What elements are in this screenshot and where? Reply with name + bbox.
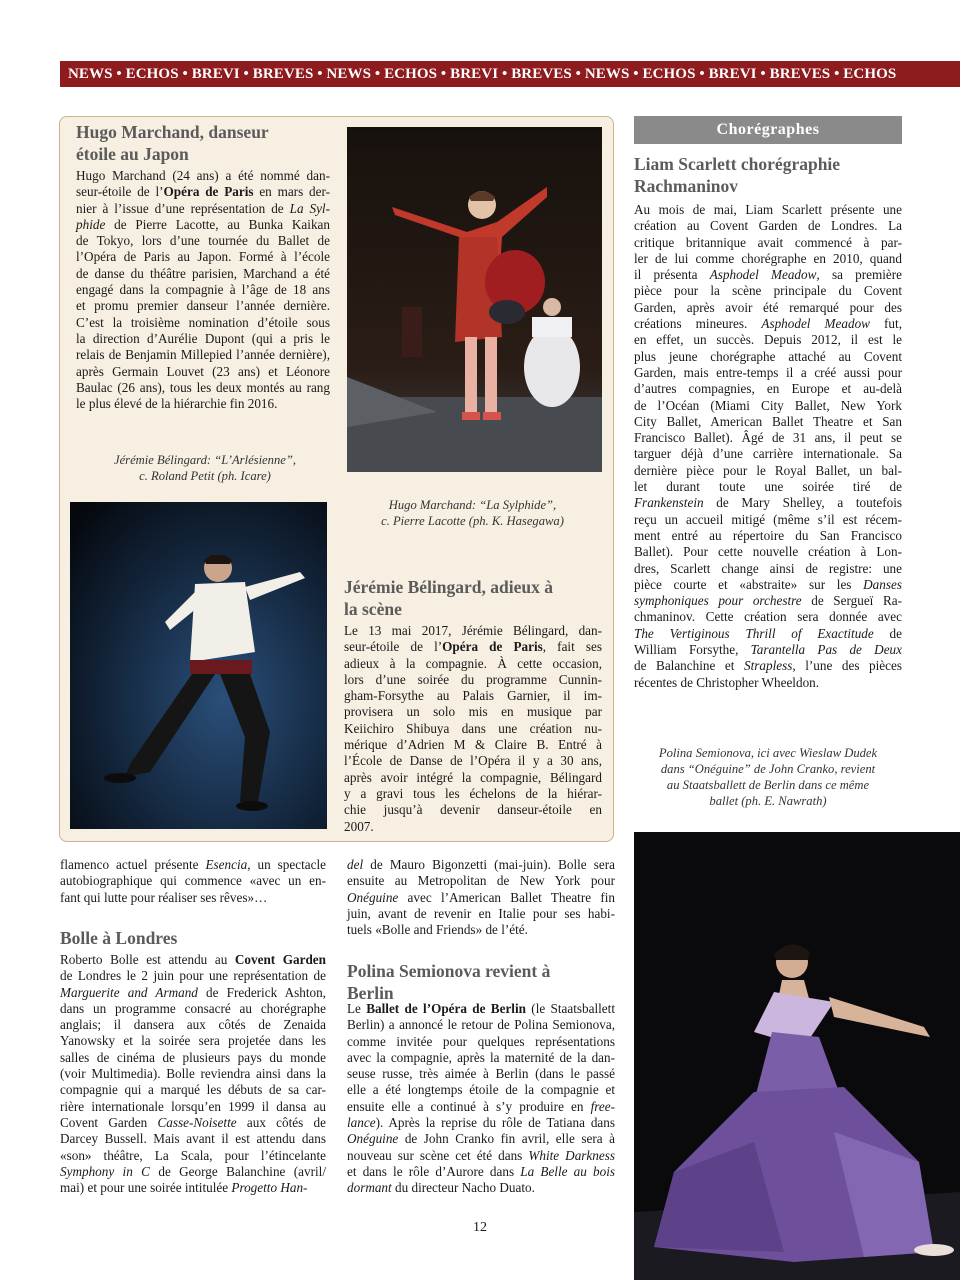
jeremie-caption-line-2: c. Roland Petit (ph. Icare)	[139, 469, 271, 483]
text-line: Ballet). Pour cette nouvelle création à Lon-	[634, 544, 902, 560]
text-line: création au Covent Garden de Londres. La	[634, 218, 902, 234]
text-line: Berlin) a annoncé le retour de Polina Semionova,	[347, 1017, 615, 1033]
polina-caption-line-2: dans “Onéguine” de John Cranko, revient	[660, 762, 876, 776]
text-line: Garden, après avoir été remarqué pour des	[634, 299, 902, 315]
text-line: ensuite elle a continué à s’y produire en free-	[347, 1098, 615, 1114]
jeremie-article-title	[344, 576, 604, 620]
liam-scarlett-article-title	[634, 153, 902, 197]
text-line: Keiichiro Shibuya dans une création nu-	[344, 720, 602, 736]
text-line: seur-étoile de l’Opéra de Paris, fait ses	[344, 639, 602, 655]
text-line: targuer déjà d’une carrière internationale. Sa	[634, 446, 902, 462]
polina-title-line-1: Polina Semionova revient à	[347, 961, 551, 981]
liam-scarlett-article-body	[634, 202, 902, 691]
bolle-continuation-text	[347, 857, 615, 938]
text-line: chmaninov. Cette création sera donnée avec	[634, 609, 902, 625]
text-line: dormant du directeur Nacho Duato.	[347, 1180, 535, 1196]
polina-caption-line-1: Polina Semionova, ici avec Wieslaw Dudek	[658, 746, 878, 760]
text-line: gham-Forsythe au Palais Garnier, il im-	[344, 688, 602, 704]
hugo-caption-line-2: c. Pierre Lacotte (ph. K. Hasegawa)	[381, 514, 564, 528]
text-line: rière internationale lorsqu’en 1999 il dansa au	[60, 1098, 326, 1114]
text-line: compagnie qui a marqué les débuts de sa car-	[60, 1082, 326, 1098]
text-line: lors d’une soirée du programme Cunnin-	[344, 671, 602, 687]
jeremie-title-line-1: Jérémie Bélingard, adieux à	[344, 577, 554, 597]
text-line: adieux à la compagnie. À cette occasion,	[344, 655, 602, 671]
text-line: mérique d’Adrien M & Claire B. Entré à	[344, 737, 602, 753]
hugo-article-title	[76, 121, 336, 165]
text-line: avec la compagnie, après la maternité de la dan-	[347, 1049, 615, 1065]
polina-caption-line-3: au Staatsballett de Berlin dans ce même	[666, 778, 870, 792]
text-line: de l’Océan (Miami City Ballet, New York	[634, 397, 902, 413]
text-line: juin, avant de revenir en Italie pour ses habi-	[347, 905, 615, 921]
text-line: fant qui lutte pour réaliser ses rêves»…	[60, 889, 268, 905]
text-line: et promu premier danseur l’année dernière.	[76, 298, 330, 314]
text-line: salles de cinéma de plusieurs pays du monde	[60, 1049, 326, 1065]
text-line: William Forsythe, Tarantella Pas de Deux	[634, 642, 902, 658]
polina-article-body	[347, 1001, 615, 1197]
text-line: de danse du théâtre parisien, Marchand a été	[76, 265, 330, 281]
text-line: The Vertiginous Thrill of Exactitude de	[634, 625, 902, 641]
text-line: récentes de Christopher Wheeldon.	[634, 674, 820, 690]
text-line: mai) et pour une soirée intitulée Progetto Han-	[60, 1180, 308, 1196]
text-line: chie jusqu’à devenir danseur-étoile en	[344, 802, 602, 818]
text-line: ler de lui comme chorégraphe en 2010, quand	[634, 250, 902, 266]
polina-photo-caption	[634, 745, 902, 809]
jeremie-photo-caption	[80, 452, 330, 484]
text-line: après avoir intégré la compagnie, Bélingard	[344, 769, 602, 785]
text-line: la direction d’Aurélie Dupont (qui a pris le	[76, 330, 330, 346]
text-line: nier à l’issue d’une représentation de La Syl-	[76, 200, 330, 216]
text-line: plus jeune chorégraphe attaché au Covent	[634, 348, 902, 364]
text-line: seuse russe, très aimée à Berlin (dans le passé	[347, 1066, 615, 1082]
text-line: Hugo Marchand (24 ans) a été nommé dan-	[76, 168, 330, 183]
text-line: Francisco Ballet). Âgé de 31 ans, il peut se	[634, 430, 902, 446]
text-line: créations mineures. Asphodel Meadow fut,	[634, 316, 902, 332]
jeremie-caption-line-1: Jérémie Bélingard: “L’Arlésienne”,	[114, 453, 296, 467]
text-line: le plus élevé de la hiérarchie fin 2016.	[76, 396, 278, 412]
text-line: engagé dans la compagnie à l’âge de 18 ans	[76, 282, 330, 298]
text-line: (voir Multimedia). Bolle reviendra ainsi dans la	[60, 1066, 326, 1082]
text-line: dans un programme consacré au chorégraphe	[60, 1000, 326, 1016]
text-line: de Londres le 2 juin pour une représentation de	[60, 968, 326, 984]
bolle-article-body	[60, 952, 326, 1196]
hugo-marchand-photo	[347, 127, 602, 472]
text-line: Garden, mais entre-temps il a créé aussi pour	[634, 364, 902, 380]
text-line: flamenco actuel présente Esencia, un spectacle	[60, 857, 326, 872]
text-line: Frankenstein de Mary Shelley, a toutefois	[634, 495, 902, 511]
text-line: Au mois de mai, Liam Scarlett présente une	[634, 202, 902, 217]
jeremie-belingard-photo	[70, 502, 327, 829]
liam-title-line-2: Rachmaninov	[634, 176, 739, 196]
text-line: autobiographique qui commence «avec un en-	[60, 873, 326, 889]
text-line: Marguerite and Armand de Frederick Ashton,	[60, 984, 326, 1000]
polina-caption-line-4: ballet (ph. E. Nawrath)	[709, 794, 827, 808]
text-line: pièce pour la scène principale du Covent	[634, 283, 902, 299]
text-line: «son» théâtre, La Scala, pour l’étincelante	[60, 1147, 326, 1163]
section-banner: NEWS • ECHOS • BREVI • BREVES • NEWS • ECHOS • BREVI • BREVES • NEWS • ECHOS • BREVI • BREVES • ECHOS	[60, 61, 960, 87]
text-line: let durant toute une soirée tiré de	[634, 479, 902, 495]
text-line: Yanowsky et la soirée sera projetée dans les	[60, 1033, 326, 1049]
choregraphes-section-bar: Chorégraphes	[634, 116, 902, 144]
text-line: Le 13 mai 2017, Jérémie Bélingard, dan-	[344, 623, 602, 638]
hugo-title-line-1: Hugo Marchand, danseur	[76, 122, 269, 142]
text-line: Le Ballet de l’Opéra de Berlin (le Staatsballett	[347, 1001, 615, 1016]
text-line: de Balanchine et Strapless, l’une des pièces	[634, 658, 902, 674]
text-line: C’est la troisième nomination d’étoile sous	[76, 314, 330, 330]
text-line: Roberto Bolle est attendu au Covent Garden	[60, 952, 326, 967]
text-line: Baulac (26 ans), tous les deux montés au rang	[76, 379, 330, 395]
text-line: Onéguine de John Cranko fin avril, elle sera à	[347, 1131, 615, 1147]
text-line: après Germain Louvet (23 ans) et Léonore	[76, 363, 330, 379]
text-line: phide de Pierre Lacotte, au Bunka Kaikan	[76, 216, 330, 232]
polina-title-line-2: Berlin	[347, 983, 394, 1003]
text-line: dres, Scarlett change ainsi de registre: une	[634, 560, 902, 576]
text-line: de Tokyo, lors d’une tournée du Ballet de	[76, 233, 330, 249]
jeremie-title-line-2: la scène	[344, 599, 402, 619]
hugo-caption-line-1: Hugo Marchand: “La Sylphide”,	[388, 498, 557, 512]
text-line: pièce courte et «abstraite» sur les Danses	[634, 576, 902, 592]
text-line: et dans le rôle d’Aurore dans La Belle au bois	[347, 1163, 615, 1179]
text-line: seur-étoile de l’Opéra de Paris en mars der-	[76, 184, 330, 200]
text-line: Onéguine avec l’American Ballet Theatre fin	[347, 889, 615, 905]
text-line: 2007.	[344, 818, 374, 834]
text-line: comme invitée pour quelques représentations	[347, 1033, 615, 1049]
page-number: 12	[473, 1220, 487, 1235]
text-line: en effet, un succès. Depuis 2012, il est le	[634, 332, 902, 348]
text-line: lance). Après la reprise du rôle de Tatiana dans	[347, 1115, 615, 1131]
text-line: ment entré au répertoire du San Francisco	[634, 527, 902, 543]
text-line: ensuite au Metropolitan de New York pour	[347, 873, 615, 889]
text-line: y a gravi tous les échelons de la hiérar-	[344, 785, 602, 801]
text-line: reçu un accueil mitigé (même s’il est récem-	[634, 511, 902, 527]
polina-article-title	[347, 960, 615, 1004]
text-line: dernière pièce pour le Royal Ballet, un bal-	[634, 462, 902, 478]
flamenco-continuation-text	[60, 857, 326, 906]
text-line: City Ballet, American Ballet Theatre et San	[634, 413, 902, 429]
liam-title-line-1: Liam Scarlett chorégraphie	[634, 154, 841, 174]
text-line: elle a été longtemps étoile de la compagnie et	[347, 1082, 615, 1098]
text-line: d’autres compagnies, en Europe et au-delà	[634, 381, 902, 397]
text-line: il présenta Asphodel Meadow, sa première	[634, 267, 902, 283]
text-line: provisera un solo mis en musique par	[344, 704, 602, 720]
jeremie-article-body	[344, 623, 602, 835]
text-line: Covent Garden Casse-Noisette aux côtés de	[60, 1114, 327, 1130]
text-line: del de Mauro Bigonzetti (mai-juin). Bolle sera	[347, 857, 615, 872]
bolle-article-title: Bolle à Londres	[60, 928, 178, 948]
text-line: nouveau sur scène cet été dans White Darkness	[347, 1147, 615, 1163]
text-line: critique britannique avait commencé à par-	[634, 234, 902, 250]
text-line: Symphony in C de George Balanchine (avril/	[60, 1163, 326, 1179]
text-line: symphoniques pour orchestre de Sergueï Ra-	[634, 593, 902, 609]
text-line: relais de Benjamin Millepied l’année dernière),	[76, 347, 330, 363]
text-line: l’École de Danse de l’Opéra il y a 30 ans,	[344, 753, 602, 769]
text-line: l’Opéra de Paris au Japon. Formé à l’école	[76, 249, 330, 265]
text-line: Darcey Bussell. Mais avant il est attendu dans	[60, 1131, 326, 1147]
hugo-article-body	[76, 168, 330, 412]
text-line: tuels «Bolle and Friends» de l’été.	[347, 922, 528, 938]
text-line: anglais; il dansera aux côtés de Zenaida	[60, 1017, 326, 1033]
polina-semionova-photo	[634, 832, 960, 1280]
hugo-photo-caption	[355, 497, 590, 529]
hugo-title-line-2: étoile au Japon	[76, 144, 189, 164]
